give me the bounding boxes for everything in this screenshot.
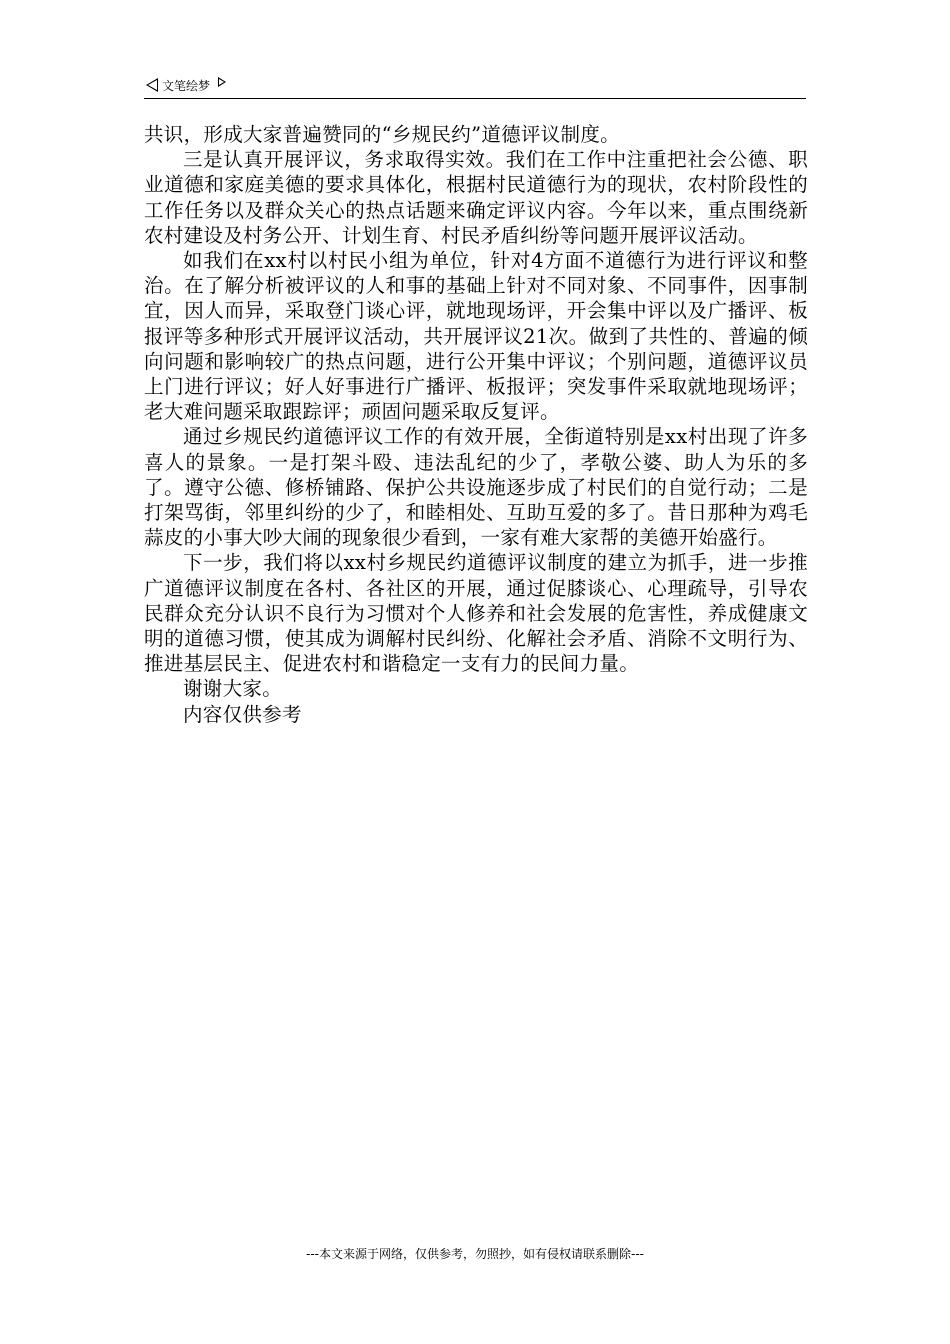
- paragraph-evaluation: 三是认真开展评议，务求取得实效。我们在工作中注重把社会公德、职业道德和家庭美德的要求具体化，根据村民道德行为的现状，农村阶段性的工作任务以及群众关心的热点话题来确定评议内容。今年以来，重点围绕新农村建设及村务公开、计划生育、村民矛盾纠纷等问题开展评议活动。: [144, 148, 808, 247]
- page-footer: ---本文来源于网络，仅供参考，勿照抄，如有侵权请联系删除---: [306, 1247, 644, 1261]
- header-divider: [144, 98, 806, 99]
- paragraph-thanks: 谢谢大家。: [183, 677, 283, 701]
- document-body: [144, 122, 808, 727]
- triangle-left-icon: [146, 78, 158, 92]
- paragraph-results: 通过乡规民约道德评议工作的有效开展，全街道特别是xx村出现了许多喜人的景象。一是打架斗殴、违法乱纪的少了，孝敬公婆、助人为乐的多了。遵守公德、修桥铺路、保护公共设施逐步成了村民们的自觉行动；二是打架骂街，邻里纠纷的少了，和睦相处、互助互爱的多了。昔日那种为鸡毛蒜皮的小事大吵大闹的现象很少看到，一家有难大家帮的美德开始盛行。: [144, 425, 808, 550]
- paragraph-example: 如我们在xx村以村民小组为单位，针对4方面不道德行为进行评议和整治。在了解分析被评议的人和事的基础上针对不同对象、不同事件，因事制宜，因人而异，采取登门谈心评，就地现场评，开会集中评以及广播评、板报评等多种形式开展评议活动，共开展评议21次。做到了共性的、普遍的倾向问题和影响较广的热点问题，进行公开集中评议；个别问题，道德评议员上门进行评议；好人好事进行广播评、板报评；突发事件采取就地现场评；老大难问题采取跟踪评；顽固问题采取反复评。: [144, 249, 808, 424]
- paragraph-next-step: 下一步，我们将以xx村乡规民约道德评议制度的建立为抓手，进一步推广道德评议制度在各村、各社区的开展，通过促膝谈心、心理疏导，引导农民群众充分认识不良行为习惯对个人修养和社会发展的危害性，养成健康文明的道德习惯，使其成为调解村民纠纷、化解社会矛盾、消除不文明行为、推进基层民主、促进农村和谐稳定一支有力的民间力量。: [144, 551, 808, 676]
- paragraph-continuation: 共识，形成大家普遍赞同的“乡规民约”道德评议制度。: [144, 123, 620, 146]
- paragraph-reference-note: 内容仅供参考: [183, 702, 302, 726]
- triangle-right-icon: [218, 77, 226, 87]
- page-header: [146, 74, 806, 96]
- header-title: 文笔绘梦: [162, 78, 211, 93]
